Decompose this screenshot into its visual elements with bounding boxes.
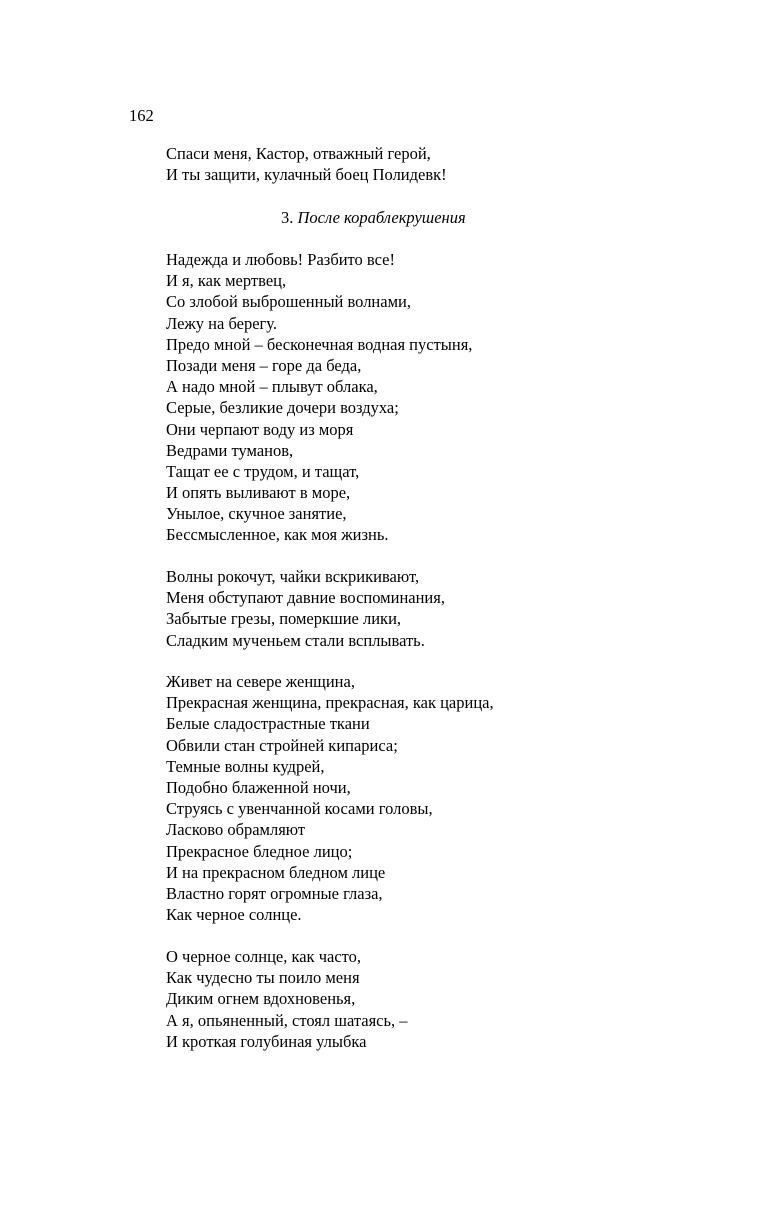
poem-line: И ты защити, кулачный боец Полидевк! xyxy=(166,165,447,185)
poem-line: Прекрасное бледное лицо; xyxy=(166,841,353,861)
poem-line: А надо мной – плывут облака, xyxy=(166,377,378,397)
poem-line: Бессмысленное, как моя жизнь. xyxy=(166,525,389,545)
poem-line: Обвили стан стройней кипариса; xyxy=(166,735,398,755)
poem-line: Ласково обрамляют xyxy=(166,820,306,840)
poem-line: Унылое, скучное занятие, xyxy=(166,504,347,524)
poem-line: Как чудесно ты поило меня xyxy=(166,968,360,988)
poem-line: Меня обступают давние воспоминания, xyxy=(166,588,445,608)
stanza-1 xyxy=(166,249,472,546)
poem-line: Струясь с увенчанной косами головы, xyxy=(166,799,433,819)
poem-line: Со злобой выброшенный волнами, xyxy=(166,292,411,312)
poem-line: Серые, безликие дочери воздуха; xyxy=(166,398,399,418)
poem-line: Предо мной – бесконечная водная пустыня, xyxy=(166,334,473,354)
poem-line: О черное солнце, как часто, xyxy=(166,947,362,966)
poem-line: Позади меня – горе да беда, xyxy=(166,355,362,375)
stanza-2 xyxy=(166,566,445,651)
poem-line: Подобно блаженной ночи, xyxy=(166,777,351,797)
stanza-3 xyxy=(166,671,494,925)
section-number: 3. xyxy=(281,208,294,227)
poem-line: Властно горят огромные глаза, xyxy=(166,883,383,903)
poem-line: Надежда и любовь! Разбито все! xyxy=(166,250,395,269)
poem-line: И я, как мертвец, xyxy=(166,271,287,291)
poem-line: Белые сладострастные ткани xyxy=(166,714,370,734)
poem-line: Ведрами туманов, xyxy=(166,440,294,460)
poem-line: Диким огнем вдохновенья, xyxy=(166,989,356,1009)
poem-line: Волны рокочут, чайки вскрикивают, xyxy=(166,567,420,586)
poem-line: А я, опьяненный, стоял шатаясь, – xyxy=(166,1010,408,1030)
stanza-4 xyxy=(166,946,408,1052)
poem-line: Живет на севере женщина, xyxy=(166,672,355,691)
poem-line: Прекрасная женщина, прекрасная, как царица, xyxy=(166,693,494,713)
poem-line: Как черное солнце. xyxy=(166,905,302,925)
section-title: После кораблекрушения xyxy=(297,208,466,227)
poem-line: И на прекрасном бледном лице xyxy=(166,862,386,882)
poem-line: Темные волны кудрей, xyxy=(166,756,325,776)
poem-line: Они черпают воду из моря xyxy=(166,419,354,439)
poem-line: И опять выливают в море, xyxy=(166,483,351,503)
poem-line: Забытые грезы, померкшие лики, xyxy=(166,609,402,629)
poem-line: Тащат ее с трудом, и тащат, xyxy=(166,461,360,481)
opening-stanza xyxy=(166,143,447,185)
poem-line: Спаси меня, Кастор, отважный герой, xyxy=(166,144,431,163)
poem-line: Сладким мученьем стали всплывать. xyxy=(166,630,425,650)
poem-line: Лежу на берегу. xyxy=(166,313,278,333)
poem-line: И кроткая голубиная улыбка xyxy=(166,1031,367,1051)
page-number: 162 xyxy=(129,106,154,125)
